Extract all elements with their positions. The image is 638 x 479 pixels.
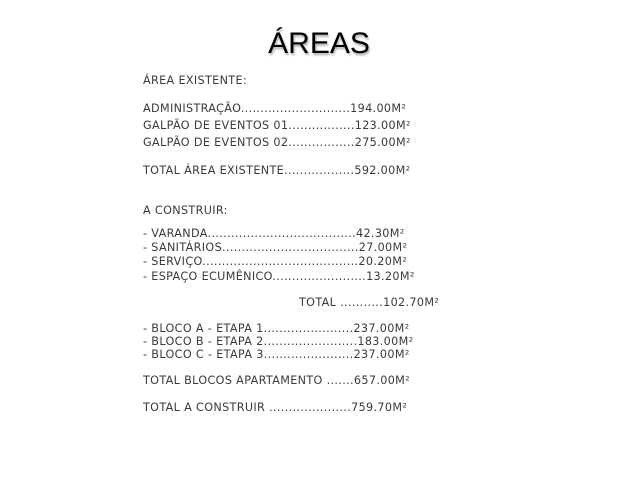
line-total-blocos: TOTAL BLOCOS APARTAMENTO .......657.00M² [143,374,411,387]
line-total-construir-parcial: TOTAL ...........102.70M² [299,296,440,309]
line-administracao: ADMINISTRAÇÃO............................194.00M² [143,102,407,115]
line-bloco-b: - BLOCO B - ETAPA 2........................183.00M² [143,335,414,348]
heading-a-construir: A CONSTRUIR: [143,204,228,217]
line-galpao-01: GALPÃO DE EVENTOS 01.................123.00M² [143,119,411,132]
line-espaco-ecumenico: - ESPAÇO ECUMÊNICO........................13.20M² [143,270,415,283]
heading-area-existente: ÁREA EXISTENTE: [143,74,248,87]
page-title: ÁREAS [268,27,370,60]
line-varanda: - VARANDA......................................42.30M² [143,227,405,240]
line-sanitarios: - SANITÁRIOS...................................27.00M² [143,241,408,254]
line-bloco-c: - BLOCO C - ETAPA 3.......................237.00M² [143,348,410,361]
line-servico: - SERVIÇO........................................20.20M² [143,255,408,268]
line-total-existente: TOTAL ÁREA EXISTENTE..................592.00M² [143,164,411,177]
line-galpao-02: GALPÃO DE EVENTOS 02.................275.00M² [143,136,411,149]
line-bloco-a: - BLOCO A - ETAPA 1.......................237.00M² [143,322,410,335]
line-total-a-construir: TOTAL A CONSTRUIR .....................759.70M² [143,401,408,414]
